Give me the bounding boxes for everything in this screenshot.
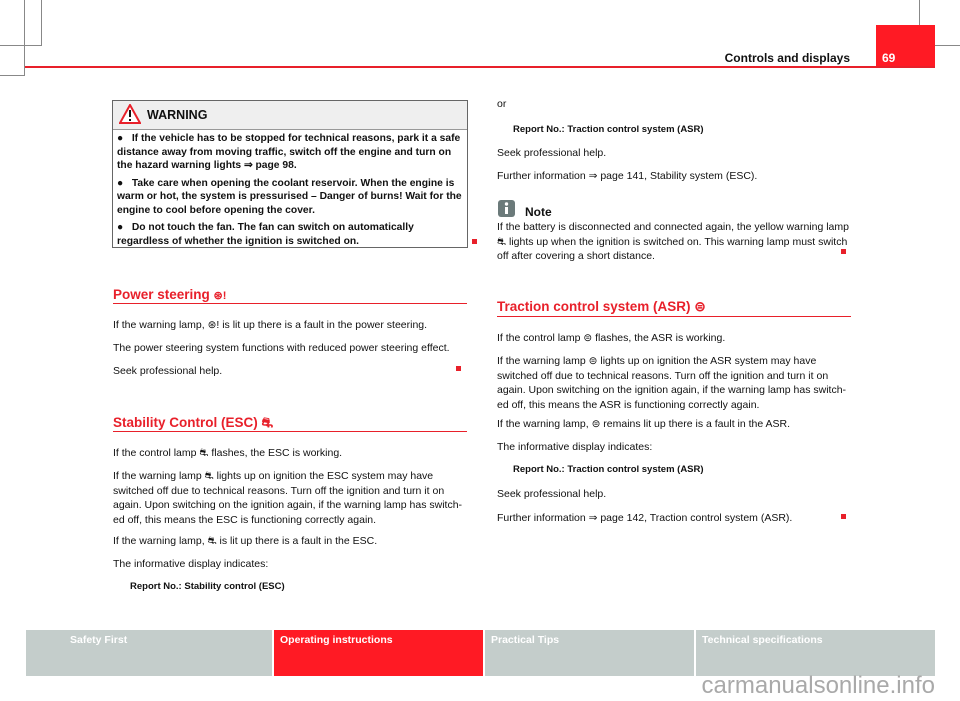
- note-title: Note: [525, 205, 552, 219]
- paragraph: If the warning lamp ⊜ lights up on ignition the ASR system may have switched off due to technical reasons. Turn off the ignition and turn it on again. Upon switching on the ignition again, if the warning lamp has switch-ed off, this means the ASR is functioning correctly again.: [497, 355, 847, 411]
- steering-wheel-warning-icon: ⊛!: [213, 290, 227, 302]
- warning-item: ● Do not touch the fan. The fan can switch on automatically regardless of whether the ignition is switched on.: [117, 222, 414, 247]
- paragraph: If the control lamp ⊜ flashes, the ASR is working.: [497, 332, 726, 344]
- section-end-mark: [472, 239, 477, 244]
- paragraph: Seek professional help.: [497, 147, 607, 159]
- paragraph: The informative display indicates:: [113, 558, 269, 570]
- esc-skid-icon: ⛐: [261, 415, 274, 430]
- tab-safety-first[interactable]: Safety First: [26, 630, 272, 676]
- section-end-mark: [841, 249, 846, 254]
- tab-practical-tips[interactable]: Practical Tips: [485, 630, 694, 676]
- paragraph: or: [497, 98, 507, 110]
- warning-box: [112, 100, 468, 248]
- note-text: If the battery is disconnected and connected again, the yellow warning lamp ⛐ lights up when the ignition is switched on. This warning lamp must switch off after covering a short distance.: [497, 221, 849, 262]
- header-rule: [25, 66, 935, 68]
- paragraph: Further information ⇒ page 142, Traction control system (ASR).: [497, 512, 793, 524]
- heading-asr: Traction control system (ASR) ⊜: [497, 299, 706, 314]
- asr-icon: ⊜: [694, 299, 706, 314]
- crop-mark: [0, 0, 25, 76]
- esc-skid-icon: ⛐: [207, 535, 217, 547]
- heading-esc: Stability Control (ESC) ⛐: [113, 415, 274, 430]
- asr-icon: ⊜: [591, 418, 601, 430]
- asr-icon: ⊜: [583, 332, 593, 344]
- warning-title: WARNING: [147, 108, 208, 122]
- esc-skid-icon: ⛐: [497, 235, 507, 248]
- paragraph: Further information ⇒ page 141, Stability system (ESC).: [497, 170, 758, 182]
- paragraph: If the warning lamp, ⊛! is lit up there is a fault in the power steering.: [113, 319, 428, 331]
- tab-technical-specifications[interactable]: Technical specifications: [696, 630, 935, 676]
- display-report: Report No.: Stability control (ESC): [130, 581, 285, 592]
- page-number: 69: [882, 51, 896, 65]
- section-end-mark: [456, 366, 461, 371]
- warning-item: ● Take care when opening the coolant reservoir. When the engine is warm or hot, the system is pressurised – Danger of burns! Wait for the engine to cool before opening the cover.: [117, 177, 462, 216]
- paragraph: If the control lamp ⛐ flashes, the ESC is working.: [113, 447, 343, 459]
- esc-skid-icon: ⛐: [204, 470, 214, 482]
- warning-item: ● If the vehicle has to be stopped for technical reasons, park it a safe distance away from moving traffic, switch off the engine and turn on the hazard warning lights ⇒ page 98.: [117, 133, 461, 171]
- asr-icon: ⊜: [588, 355, 598, 367]
- watermark: carmanualsonline.info: [701, 672, 935, 699]
- page-number-box: [876, 25, 935, 67]
- paragraph: The informative display indicates:: [497, 441, 653, 453]
- steering-wheel-warning-icon: ⊛!: [207, 319, 220, 331]
- heading-rule: [113, 303, 467, 304]
- display-report: Report No.: Traction control system (ASR): [513, 124, 704, 135]
- paragraph: Seek professional help.: [113, 365, 223, 377]
- heading-power-steering: Power steering ⊛!: [113, 287, 227, 302]
- paragraph: The power steering system functions with reduced power steering effect.: [113, 342, 450, 354]
- paragraph: If the warning lamp, ⛐ is lit up there is a fault in the ESC.: [113, 535, 378, 547]
- tab-operating-instructions[interactable]: Operating instructions: [274, 630, 483, 676]
- chapter-title: Controls and displays: [724, 51, 850, 65]
- heading-rule: [497, 316, 851, 317]
- paragraph: If the warning lamp, ⊜ remains lit up there is a fault in the ASR.: [497, 418, 791, 430]
- display-report: Report No.: Traction control system (ASR): [513, 464, 704, 475]
- warning-triangle-icon: [119, 104, 141, 124]
- section-end-mark: [841, 514, 846, 519]
- heading-rule: [113, 431, 467, 432]
- paragraph: If the warning lamp ⛐ lights up on ignition the ESC system may have switched off due to technical reasons. Turn off the ignition and turn it on again. Upon switching on the ignition again, if the warning lamp has switch-ed off, this means the ESC is functioning correctly again.: [113, 470, 463, 526]
- note-info-icon: [498, 200, 515, 217]
- esc-skid-icon: ⛐: [199, 447, 209, 459]
- paragraph: Seek professional help.: [497, 488, 607, 500]
